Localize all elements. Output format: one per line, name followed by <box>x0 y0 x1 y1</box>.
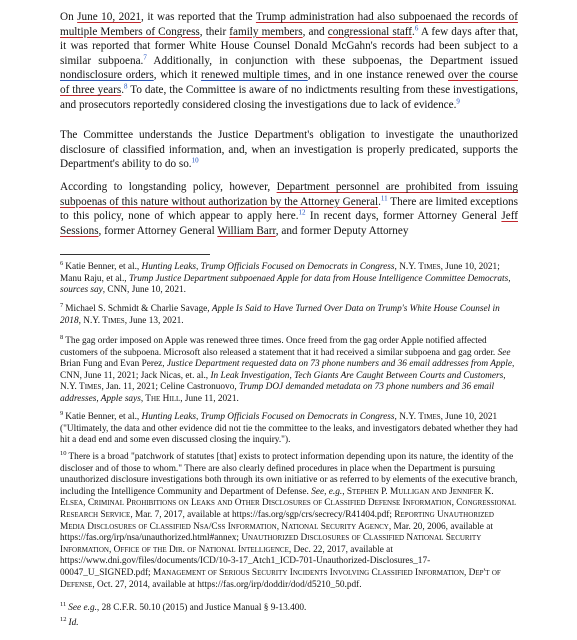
footnote-number: 12 <box>60 615 67 623</box>
footnote-text: Id. <box>68 618 79 628</box>
footnote-text: imes <box>423 262 441 272</box>
footnote-text: imes <box>423 412 441 422</box>
footnote-text: Reporting Unauthorized Media Disclosures of Classified Nsa/Css Information, National Security Agency <box>60 509 494 532</box>
footnote-10 <box>60 449 520 591</box>
footnote-divider <box>60 254 210 255</box>
footnote-text: Trump Justice Department subpoenaed Apple for data from House Intelligence Committee Democrats, sources say <box>60 273 511 296</box>
footnote-text: , June 10, 2021; Manu Raju, et al., <box>60 262 500 284</box>
footnote-text: H <box>162 393 170 404</box>
footnote-text: , June 10, 2021 ("Ultimately, the data and other evidence did not tie the committee to the leaks, and investigators debated whether they had hit a dead end and some even discussed closing the inquiry."). <box>60 412 518 446</box>
text-span: , and former Deputy Attorney <box>275 224 409 237</box>
text-span: , which it <box>153 69 202 82</box>
footnote-text: Unauthorized Disclosures of Classified National Security Information, Office of the Dir. of National Intelligence <box>60 533 482 555</box>
text-span: To date, the Committee is aware of no indictments resulting from these investigations, and prosecutors reportedly considered closing the investigations due to lack of evidence. <box>60 83 518 111</box>
footnote-text: In Leak Investigation, Tech Giants Are Caught Between Courts and Customers <box>210 370 504 381</box>
footnote-ref-11[interactable]: 11 <box>380 193 388 202</box>
footnote-8 <box>60 333 520 406</box>
highlight-prohibited: Department personnel are prohibited from issuing subpoenas of this nature without authorization by the Attorney General <box>60 181 518 208</box>
footnote-text: Michael S. Schmidt & Charlie Savage, <box>65 304 212 314</box>
footnote-text: , Jan. 11, 2021; Celine Castronuovo, <box>101 382 239 393</box>
footnote-text: Hunting Leaks, Trump Officials Focused on Democrats in Congress <box>141 412 395 422</box>
footnote-text: See e.g. <box>68 603 97 613</box>
footnote-text: , T <box>140 393 151 404</box>
text-span: On <box>60 11 78 23</box>
footnote-text: , N.Y. T <box>394 412 424 422</box>
footnote-text: Apple Is Said to Have Turned Over Data on Trump's White House Counsel in 2018 <box>60 304 500 326</box>
footnote-text: he <box>151 393 163 404</box>
footnote-text: , 28 C.F.R. 50.10 (2015) and Justice Manual § 9-13.400. <box>96 603 307 613</box>
footnote-text: , N.Y. T <box>78 315 108 326</box>
footnote-text: Trump DOJ demanded metadata on 73 phone numbers and 36 email addresses, Apple says <box>60 382 495 404</box>
text-span: According to longstanding policy, however, <box>60 181 277 193</box>
text-span: , their <box>199 25 230 38</box>
highlight-sessions: Jeff Sessions <box>60 210 518 237</box>
footnote-number: 7 <box>60 301 64 309</box>
footnote-ref-12[interactable]: 12 <box>298 208 306 217</box>
footnote-text: Justice Department requested data on 73 phone numbers and 36 email addresses from Apple <box>166 359 512 370</box>
footnote-text: , <box>342 486 347 497</box>
footnote-text: Katie Benner, et al., <box>65 262 142 272</box>
text-span: The Committee understands the Justice Department's obligation to investigate the unauthorized disclosure of classified information, and, when an investigation is properly predicated, supports the Department's ability to do so. <box>60 129 518 171</box>
footnote-9 <box>60 409 520 447</box>
footnote-text: See, e.g. <box>311 486 343 497</box>
highlight-nondisclosure: nondisclosure orders <box>60 69 154 82</box>
highlight-family: family members <box>229 25 303 38</box>
footnote-text: imes <box>84 382 102 393</box>
footnote-number: 8 <box>60 333 64 341</box>
footnote-text: imes <box>107 315 125 326</box>
footnote-number: 10 <box>60 449 67 457</box>
footnote-text: ill <box>169 393 181 404</box>
text-span: , and <box>302 25 328 38</box>
text-span: , it was reported that the <box>141 11 256 23</box>
footnote-ref-8[interactable]: 8 <box>124 82 128 91</box>
footnote-text: , Mar. 7, 2017, available at https://fas.org/sgp/crs/secrecy/R41404.pdf; <box>130 509 395 520</box>
footnote-text: There is a broad "patchwork of statutes [that] exists to protect information depending upon its nature, the identity of the discloser and of those to whom." There are also clearly defined procedures in place when the Department is pursuing unauthorized disclosure investigations both through its own initiative or as referred to by elements of the executive branch, including the Intelligence Community and Department of Defense. <box>60 452 518 497</box>
highlight-subpoena-members: Trump administration had also subpoenaed the records of multiple Members of Congress <box>60 11 518 38</box>
text-span: A few days after that, it was reported that former White House Counsel Donald McGahn's records had been subject to a similar subpoena. <box>60 25 518 67</box>
footnote-text: The gag order imposed on Apple was renewed three times. Once freed from the gag order Apple notified affected customers of the subpoena. Microsoft also released a statement that it had received a similar subpoena and gag order. <box>60 336 498 358</box>
footnote-text: Brian Fung and Evan Perez, <box>60 359 167 370</box>
highlight-barr: William Barr <box>217 224 276 237</box>
footnote-text: , June 11, 2021. <box>180 393 239 404</box>
text-span: Additionally, in conjunction with these subpoenas, the Department issued <box>146 54 518 67</box>
paragraph-policy <box>60 180 518 238</box>
text-span: . <box>121 83 125 96</box>
footnote-text: Katie Benner, et al., <box>65 412 142 422</box>
footnote-text: Hunting Leaks, Trump Officials Focused on Democrats in Congress <box>141 262 395 272</box>
text-span: , and in one instance renewed <box>307 69 448 82</box>
highlight-date: June 10, 2021 <box>77 11 142 23</box>
footnote-text: , CNN, June 10, 2021. <box>102 285 186 296</box>
footnote-text: Stephen P. Mulligan and Jennifer K. Elsea, Criminal Prohibitions on Leaks and Other Disclosures of Classified Defense Information, Congressional Research Service <box>60 486 517 520</box>
text-span: In recent days, former Attorney General <box>305 210 502 223</box>
footnote-number: 11 <box>60 600 67 608</box>
footnote-text: , Dec. 22, 2017, available at https://www.dni.gov/files/documents/ICD/10-3-17_Atch1_ICD-701-Unauthorized-Disclosures_17-00047_U_SIGNED.pdf; <box>60 544 431 578</box>
footnote-11 <box>60 600 520 615</box>
paragraph-subpoenas <box>60 10 518 112</box>
text-span: . <box>412 25 415 38</box>
footnote-text: See <box>497 347 511 358</box>
footnote-ref-10[interactable]: 10 <box>191 156 199 165</box>
footnote-text: Management of Serious Security Incidents Involving Classified Information, Dep't of Defense <box>60 567 501 590</box>
footnote-number: 9 <box>60 409 64 417</box>
text-span: , former Attorney General <box>98 224 218 237</box>
footnote-text: , Mar. 20, 2006, available at https://fas.org/irp/nsa/unauthorized.html#annex; <box>60 521 493 544</box>
footnote-ref-9[interactable]: 9 <box>456 96 460 105</box>
paragraph-obligation <box>60 128 518 172</box>
footnote-ref-6[interactable]: 6 <box>414 23 419 32</box>
footnote-7 <box>60 301 520 327</box>
footnote-text: , CNN, June 11, 2021; Jack Nicas, et. al., <box>60 359 515 381</box>
text-span: There are limited exceptions to this policy, none of which appear to apply here. <box>60 195 518 223</box>
highlight-staff: congressional staff <box>327 25 413 38</box>
footnote-ref-7[interactable]: 7 <box>143 53 147 62</box>
footnote-text: , June 13, 2021. <box>124 315 184 326</box>
footnote-6 <box>60 259 520 297</box>
footnote-text: , N.Y. T <box>60 370 506 393</box>
highlight-three-years: over the course of three years <box>60 69 518 96</box>
footnote-text: , Oct. 27, 2014, available at https://fas.org/irp/doddir/dod/d5210_50.pdf. <box>92 579 362 590</box>
footnote-text: , N.Y. T <box>394 262 424 272</box>
text-span: . <box>378 195 381 208</box>
highlight-renewed: renewed multiple times <box>201 69 308 82</box>
footnote-number: 6 <box>60 259 64 267</box>
footnote-12 <box>60 615 520 630</box>
